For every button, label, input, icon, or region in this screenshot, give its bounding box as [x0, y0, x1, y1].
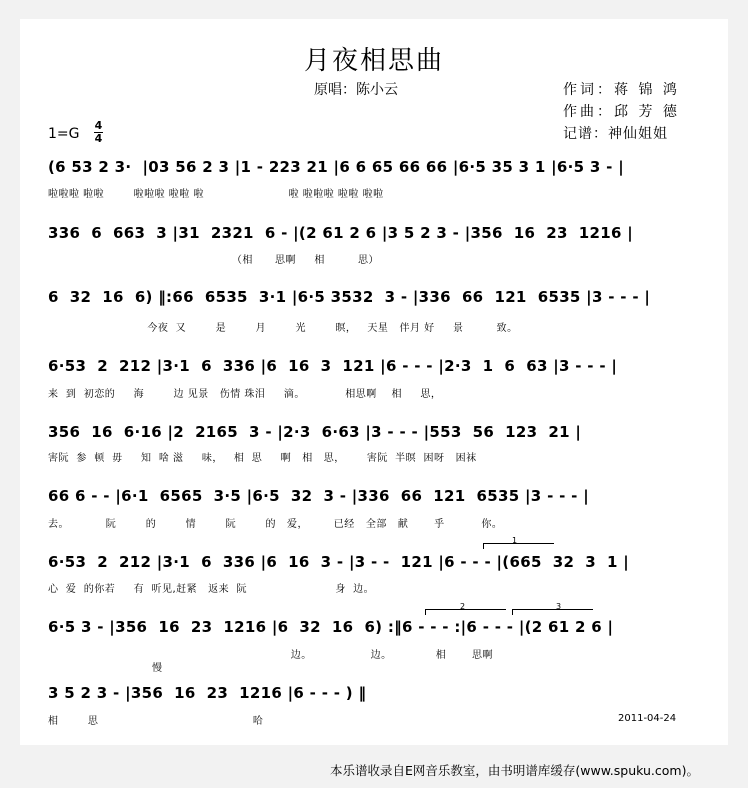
- composer-credit: 作曲：邱 芳 德: [563, 104, 680, 120]
- notation-line-8: 6·5 3 - |356 16 23 1216 |6 32 16 6) :‖6 - - - :|6 - - - |(2 61 2 6 |: [48, 618, 614, 636]
- lyric-line-4: 来 到 初恋的 海 边 见景 伤情 珠泪 滴。 相思啊 相 思，: [48, 389, 442, 400]
- volta-3-label: 3: [556, 602, 562, 611]
- transcription-date: 2011-04-24: [618, 713, 677, 724]
- notation-line-9: 3 5 2 3 - |356 16 23 1216 |6 - - - ) ‖: [48, 684, 367, 702]
- notation-line-7: 6·53 2 212 |3·1 6 336 |6 16 3 - |3 - - 121 |6 - - - |(665 32 3 1 |: [48, 553, 630, 571]
- notation-line-1: (6 53 2 3· |03 56 2 3 |1 - 223 21 |6 6 65 66 66 |6·5 35 3 1 |6·5 3 - |: [48, 158, 624, 176]
- lyric-line-3: 今夜 又 是 月 光 暝， 天星 伴月 好 景 致。: [48, 323, 518, 334]
- original-singer: 原唱：陈小云: [314, 82, 398, 98]
- volta-bracket-1: [483, 536, 554, 549]
- notation-line-5: 356 16 6·16 |2 2165 3 - |2·3 6·63 |3 - - - |553 56 123 21 |: [48, 423, 582, 441]
- lyric-line-8: 边。 边。 相 思啊: [48, 650, 494, 661]
- transcriber-credit: 记谱：神仙姐姐: [563, 126, 668, 142]
- volta-bracket-3: [512, 602, 593, 615]
- volta-1-label: 1: [512, 536, 518, 545]
- notation-line-2: 336 6 663 3 |31 2321 6 - |(2 61 2 6 |3 5 2 3 - |356 16 23 1216 |: [48, 224, 634, 242]
- notation-line-3: 6 32 16 6) ‖:66 6535 3·1 |6·5 3532 3 - |336 66 121 6535 |3 - - - |: [48, 288, 651, 306]
- lyric-line-6: 去。 阮 的 情 阮 的 爱， 已经 全部 献 乎 你。: [48, 519, 503, 530]
- tempo-mark: 慢: [152, 663, 163, 674]
- notation-line-4: 6·53 2 212 |3·1 6 336 |6 16 3 121 |6 - - - |2·3 1 6 63 |3 - - - |: [48, 357, 618, 375]
- meter-top: 4: [94, 119, 103, 132]
- key-signature: 1=G: [48, 126, 80, 142]
- lyric-line-5: 害阮 参 顿 毋 知 啥 滋 味， 相 思 啊 相 思， 害阮 半暝 困呀 困袜: [48, 453, 477, 464]
- lyricist-credit: 作词：蒋 锦 鸿: [563, 82, 680, 98]
- volta-2-label: 2: [460, 602, 466, 611]
- time-signature: [94, 121, 103, 144]
- lyric-line-7: 心 爱 的你若 有 听见,赶紧 返来 阮 身 边。: [48, 584, 375, 595]
- notation-line-6: 66 6 - - |6·1 6565 3·5 |6·5 32 3 - |336 66 121 6535 |3 - - - |: [48, 487, 589, 505]
- lyric-line-1: 啦啦啦 啦啦 啦啦啦 啦啦 啦 啦 啦啦啦 啦啦 啦啦: [48, 189, 384, 200]
- meter-bottom: 4: [94, 132, 103, 145]
- volta-bracket-2: [425, 602, 506, 615]
- song-title: 月夜相思曲: [303, 46, 444, 76]
- lyric-line-9: 相 思 哈: [48, 716, 264, 727]
- lyric-line-2: （相 思啊 相 思）: [48, 255, 380, 266]
- source-footer: 本乐谱收录自E网音乐教室，由书明谱库缓存(www.spuku.com)。: [330, 763, 699, 778]
